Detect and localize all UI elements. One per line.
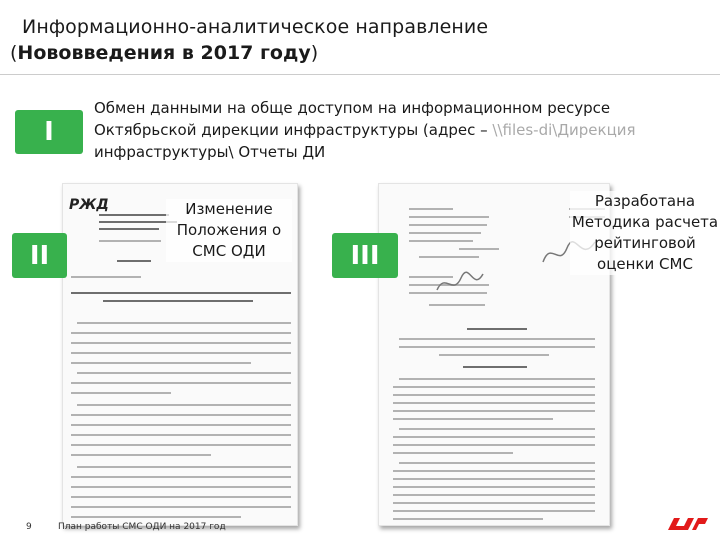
item-1-text-before: Обмен данными на обще доступом на информационном ресурсе Октябрьской дирекции инфраструктуры (адрес – (94, 99, 611, 139)
badge-item-3: III (332, 233, 398, 278)
badge-item-2: II (12, 233, 67, 278)
item-1-text (94, 97, 714, 163)
rzd-brand-logo-icon (664, 514, 712, 534)
badge-item-1: I (15, 110, 83, 154)
subtitle-open-paren: ( (10, 42, 18, 64)
item-2-caption: Изменение Положения о СМС ОДИ (166, 199, 292, 262)
svg-text:РЖД: РЖД (69, 197, 109, 213)
network-path-link[interactable]: \\files-di\Дирекция (492, 121, 636, 139)
subtitle-bold: Нововведения в 2017 году (17, 42, 311, 64)
header-divider (0, 74, 720, 75)
signature-icon (435, 268, 485, 298)
item-3-caption: Разработана Методика расчета рейтинговой оценки СМС (571, 192, 719, 273)
subtitle-close-paren: ) (310, 42, 319, 64)
page-number: 9 (26, 522, 32, 532)
item-1-text-after: инфраструктуры\ Отчеты ДИ (94, 143, 326, 161)
title-line: Информационно-аналитическое направление (22, 16, 489, 38)
rzd-logo-icon (69, 196, 109, 213)
subtitle-line (10, 42, 318, 64)
footer-text: План работы СМС ОДИ на 2017 год (58, 522, 226, 532)
